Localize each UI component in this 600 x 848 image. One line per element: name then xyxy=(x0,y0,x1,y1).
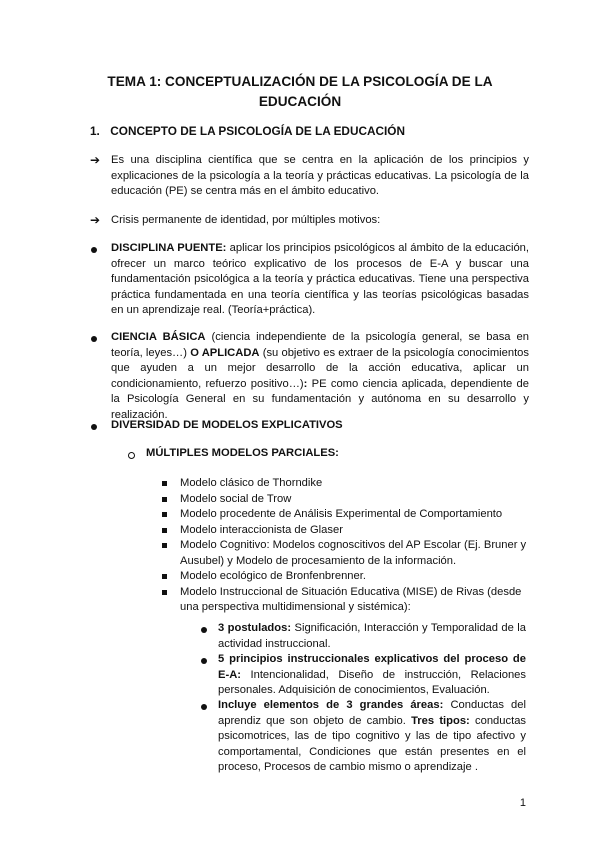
square-bullet-icon xyxy=(162,543,167,548)
bullet-text: (ciencia independiente de la psicología general, se basa en teoría, leyes…) xyxy=(111,331,529,359)
bullet-icon xyxy=(91,247,97,253)
square-bullet-icon xyxy=(162,512,167,517)
mise-item-principios: 5 principios instruccionales explicativos del proceso de E-A: Intencionalidad, Diseño de instrucción, Relaciones personales. Adquisición de conocimientos, Evaluación. xyxy=(218,653,526,696)
section-title: CONCEPTO DE LA PSICOLOGÍA DE LA EDUCACIÓN xyxy=(110,124,406,138)
bullet-text: PE como ciencia aplicada, dependiente de la Psicología General en su fundamentación y autónoma en su desarrollo y realización. xyxy=(111,377,530,421)
arrow-paragraph-2: Crisis permanente de identidad, por múltiples motivos: xyxy=(111,214,381,226)
sub-heading-modelos: MÚLTIPLES MODELOS PARCIALES: xyxy=(146,447,339,459)
bullet-text: aplicar los principios psicológicos al ámbito de la educación, ofrecer un marco teórico explicativo de los procesos de E-A y buscar una fundamentación psicológica a la teoría y práctica educativas. Tiene una perspectiva práctica fundamentada en una teoría científica y las teorías psicológicas basadas en un aprendizaje real. (Teoría+práctica). xyxy=(111,242,530,316)
list-item: Modelo ecológico de Bronfenbrenner. xyxy=(162,569,532,585)
list-item: Modelo Cognitivo: Modelos cognoscitivos del AP Escolar (Ej. Bruner y Ausubel) y Modelo de procesamiento de la información. xyxy=(162,538,532,569)
bullet-icon xyxy=(201,704,207,710)
bullet-label: CIENCIA BÁSICA xyxy=(111,331,206,343)
bullet-paragraph-ciencia xyxy=(111,330,529,423)
section-heading xyxy=(90,124,405,138)
list-item: Modelo interaccionista de Glaser xyxy=(162,523,532,539)
bullet-label: O APLICADA xyxy=(190,346,260,359)
mise-item-areas: Incluye elementos de 3 grandes áreas: Conductas del aprendiz que son objeto de cambio. Tres tipos: conductas psicomotrices, las de tipo cognitivo y las de tipo afectivo y comportamental, Condiciones que están presentes en el proceso, Procesos de cambio mismo o aprendizaje . xyxy=(218,699,527,773)
list-item: Modelo procedente de Análisis Experimental de Comportamiento xyxy=(162,507,532,523)
page-number: 1 xyxy=(519,797,526,809)
square-bullet-icon xyxy=(162,590,167,595)
bullet-text: (su objetivo es extraer de la psicología conocimientos que ayuden a un mejor desarrollo de la acción educativa, aplicar un condicionamiento, refuerzo positivo…) xyxy=(111,346,529,390)
bullet-icon xyxy=(201,658,207,664)
list-item: Modelo social de Trow xyxy=(162,492,532,508)
models-list xyxy=(162,476,532,616)
circle-bullet-icon xyxy=(128,452,135,459)
bullet-heading-diversidad: DIVERSIDAD DE MODELOS EXPLICATIVOS xyxy=(111,419,343,431)
bullet-icon xyxy=(201,627,207,633)
square-bullet-icon xyxy=(162,574,167,579)
list-item: Modelo Instruccional de Situación Educativa (MISE) de Rivas (desde una perspectiva multidimensional y sistémica): xyxy=(162,585,532,616)
list-item: Modelo clásico de Thorndike xyxy=(162,476,532,492)
square-bullet-icon xyxy=(162,481,167,486)
page-title: TEMA 1: CONCEPTUALIZACIÓN DE LA PSICOLOGÍA DE LA EDUCACIÓN xyxy=(107,74,493,109)
arrow-icon: ➔ xyxy=(90,213,101,227)
square-bullet-icon xyxy=(162,528,167,533)
bullet-icon xyxy=(91,336,97,342)
bullet-icon xyxy=(91,424,97,430)
arrow-icon: ➔ xyxy=(90,153,101,167)
arrow-paragraph-1: Es una disciplina científica que se centra en la aplicación de los principios y explicaciones de la psicología a la teoría y prácticas educativas. La psicología de la educación (PE) se centra más en el ámbito educativo. xyxy=(111,154,529,197)
section-number: 1. xyxy=(90,124,100,138)
square-bullet-icon xyxy=(162,497,167,502)
bullet-label: DISCIPLINA PUENTE: xyxy=(111,242,227,254)
bullet-label: : xyxy=(303,377,308,390)
bullet-paragraph-puente xyxy=(111,241,529,319)
mise-item-postulados: 3 postulados: Significación, Interacción y Temporalidad de la actividad instruccional. xyxy=(218,622,527,650)
